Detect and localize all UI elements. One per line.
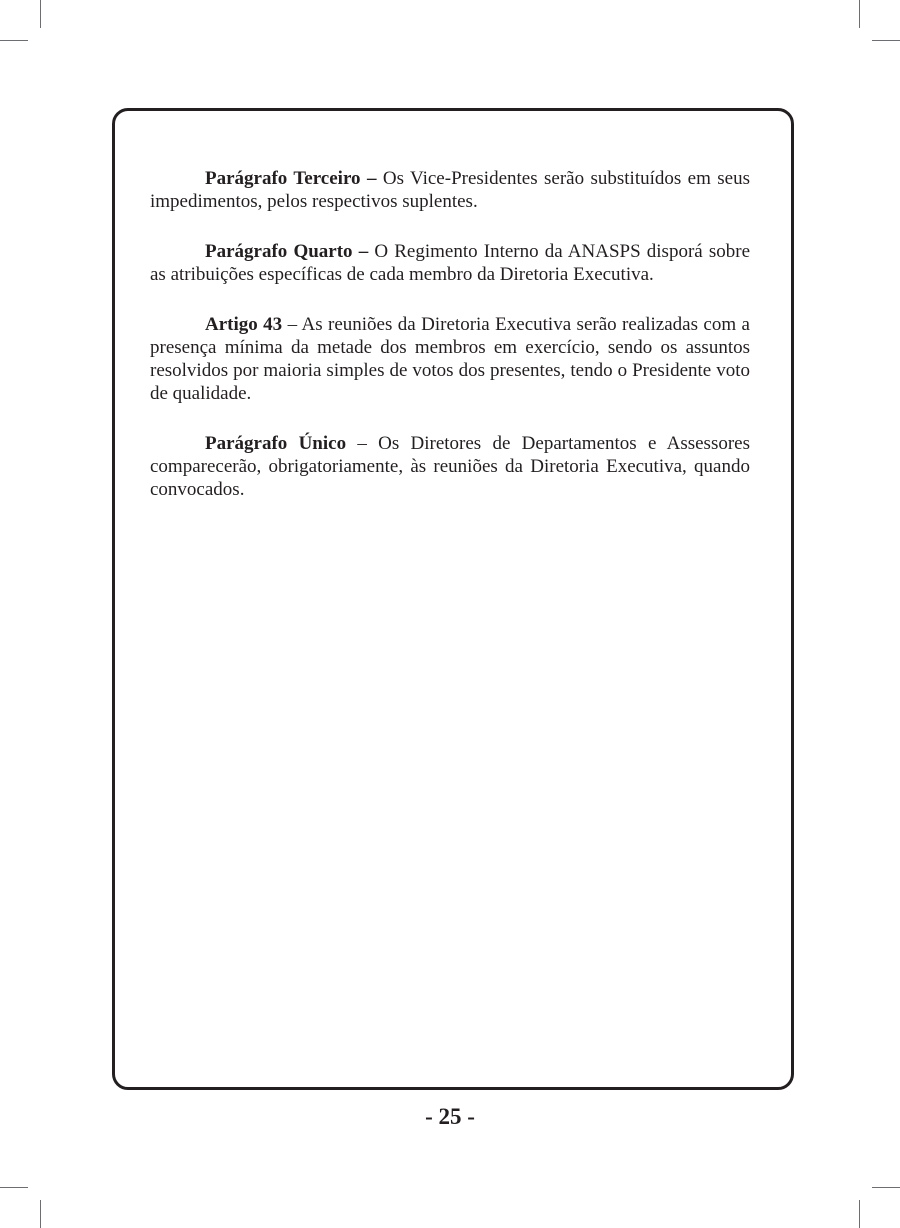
heading-dash: – <box>346 433 379 454</box>
heading-dash: – <box>282 314 302 335</box>
page-number: - 25 - <box>425 1104 475 1129</box>
paragraph-heading: Parágrafo Único <box>205 433 347 454</box>
paragraph-text: As reuniões da Diretoria Executiva serão realizadas com a presença mínima da metade dos membros em exercício, sendo os assuntos resolvidos por maioria simples de votos dos presentes, tendo o Presidente voto de qualidade. <box>150 314 750 404</box>
paragraph-terceiro <box>150 167 750 213</box>
paragraph-heading: Parágrafo Terceiro <box>205 168 361 189</box>
crop-mark-bottom-right-vertical <box>859 1200 860 1228</box>
heading-dash: – <box>360 168 383 189</box>
paragraph-quarto <box>150 240 750 286</box>
crop-mark-top-right-vertical <box>859 0 860 28</box>
crop-mark-bottom-left-vertical <box>40 1200 41 1228</box>
crop-mark-top-right-horizontal <box>872 40 900 41</box>
crop-mark-top-left-horizontal <box>0 40 28 41</box>
paragraph-heading: Artigo 43 <box>205 314 283 335</box>
paragraph-text: O Regimento Interno da ANASPS disporá sobre as atribuições específicas de cada membro da Diretoria Executiva. <box>150 241 751 285</box>
crop-mark-bottom-right-horizontal <box>872 1187 900 1188</box>
artigo-43 <box>150 313 750 405</box>
paragraph-text: Os Vice-Presidentes serão substituídos em seus impedimentos, pelos respectivos suplentes. <box>150 168 750 212</box>
paragraph-heading: Parágrafo Quarto <box>205 241 353 262</box>
paragraph-unico <box>150 432 750 501</box>
crop-mark-bottom-left-horizontal <box>0 1187 28 1188</box>
heading-dash: – <box>352 241 375 262</box>
paragraph-text: Os Diretores de Departamentos e Assessores comparecerão, obrigatoriamente, às reuniões da Diretoria Executiva, quando convocados. <box>150 433 750 500</box>
crop-mark-top-left-vertical <box>40 0 41 28</box>
body-text <box>150 167 750 528</box>
